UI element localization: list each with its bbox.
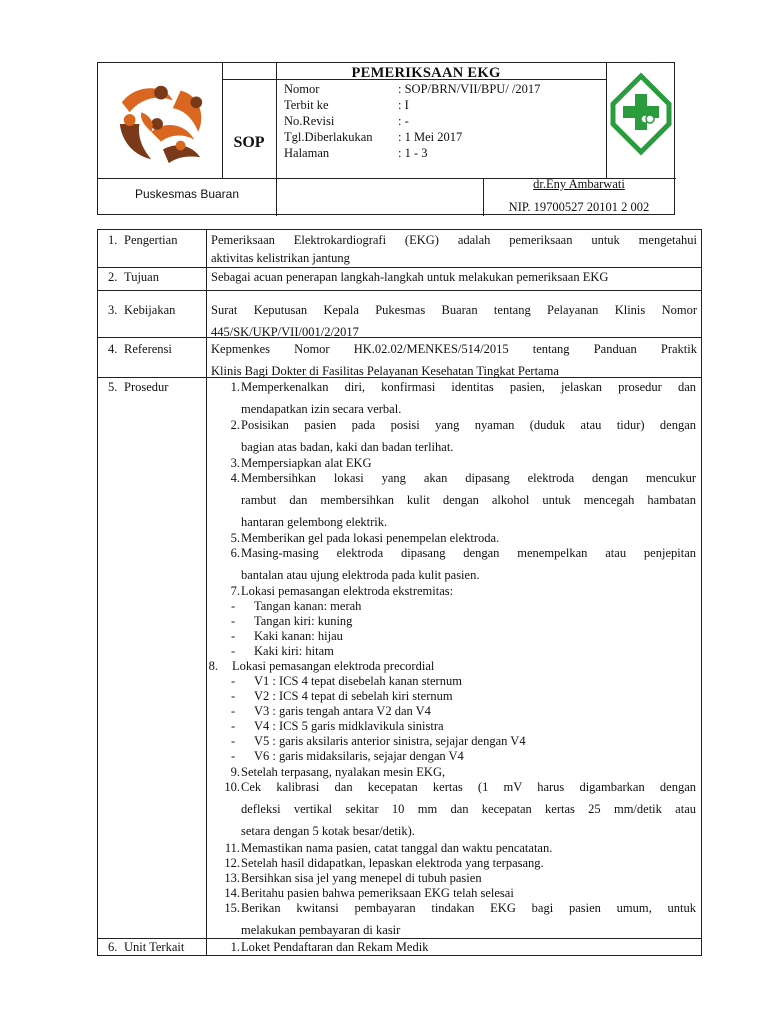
sop-header: SOP PEMERIKSAAN EKG Nomor : SOP/BRN/VII/BPU/ /2017 Terbit ke : I No.Revisi : - Tgl.Diberlakukan : 1 Mei 2017 Halaman : 1 - 3 Puskesmas Buaran dr.Eny Ambarwati NIP. 19700527 20101 2 002 [97,62,675,215]
section-text-kebijakan: Surat Keputusan Kepala Pukesmas Buaran tentang Pelayanan Klinis Nomor 445/SK/UKP/VII/001/2/2017 [211,303,697,339]
sop-label: SOP [233,134,265,151]
section-text-referensi: Kepmenkes Nomor HK.02.02/MENKES/514/2015 tentang Panduan Praktik Klinis Bagi Dokter di Fasilitas Pelayanan Kesehatan Tingkat Pertama [211,342,697,378]
green-cross-health-logo-icon [609,72,673,156]
section-text-tujuan: Sebagai acuan penerapan langkah-langkah untuk melakukan pemeriksaan EKG [211,270,609,284]
puskesmas-figures-logo-icon [112,73,210,171]
signer-name: dr.Eny Ambarwati [533,177,625,191]
document-title: PEMERIKSAAN EKG [351,65,501,81]
sop-content-table: 1. Pengertian Pemeriksaan Elektrokardiografi (EKG) adalah pemeriksaan untuk mengetahui aktivitas kelistrikan jantung 2. Tujuan Sebagai acuan penerapan langkah-langkah untuk melakukan pemeriksaan EKG 3. Kebijakan Surat Keputusan Kepala Pukesmas Buaran tentang Pelayanan Klinis Nomor 445/SK/UKP/VII/001/2/2017 4. Referensi Kepmenkes Nomor HK.02.02/MENKES/514/2015 tentang Panduan Praktik Klinis Bagi Dokter di Fasilitas Pelayanan Kesehatan Tingkat Pertama 5. Prosedur 1. Memperkenalkan diri, konfirmasi identitas pasien, jelaskan prosedur dan mendapatkan izin secara verbal. 2. Posisikan pasien pada posisi yang nyaman (duduk atau tidur) dengan bagian atas badan, kaki dan badan terlihat. 3. Mempersiapkan alat EKG 4. Membersihkan lokasi yang akan dipasang elektroda dengan mencukur rambut dan membersihkan kulit dengan alkohol untuk mencegah hambatan hantaran gelembong elektrik. 5. Memberikan gel pada lokasi penempelan elektroda. 6. Masing-masing elektroda dipasang dengan menempelkan atau penjepitan bantalan atau ujung elektroda pada kulit pasien. 7. Lokasi pemasangan elektroda ekstremitas: - Tangan kanan: merah - Tangan kiri: kuning - Kaki kanan: hijau - Kaki kiri: hitam 8. Lokasi pemasangan elektroda precordial - V1 : ICS 4 tepat disebelah kanan sternum - V2 : ICS 4 tepat di sebelah kiri sternum - V3 : garis tengah antara V2 dan V4 - V4 : ICS 5 garis midklavikula sinistra - V5 : garis aksilaris anterior sinistra, sejajar dengan V4 - V6 : garis midaksilaris, sejajar dengan V4 9. Setelah terpasang, nyalakan mesin EKG, 10. Cek kalibrasi dan kecepatan kertas (1 mV harus digambarkan dengan defleksi vertikal sekitar 10 mm dan kecepatan kertas 25 mm/detik atau setara dengan 5 kotak besar/detik). 11. Memastikan nama pasien, catat tanggal dan waktu pencatatan. 12. Setelah hasil didapatkan, lepaskan elektroda yang terpasang. 13. Bersihkan sisa jel yang menepel di tubuh pasien 14. Beritahu pasien bahwa pemeriksaan EKG telah selesai 15. Berikan kwitansi pembayaran tindakan EKG bagi pasien umum, untuk melakukan pembayaran di kasir 6. Unit Terkait 1. Loket Pendaftaran dan Rekam Medik [97,229,702,956]
signer-nip: NIP. 19700527 20101 2 002 [508,200,650,214]
organization-name: Puskesmas Buaran [134,187,240,201]
section-text-pengertian: Pemeriksaan Elektrokardiografi (EKG) adalah pemeriksaan untuk mengetahui aktivitas kelistrikan jantung [211,233,697,265]
